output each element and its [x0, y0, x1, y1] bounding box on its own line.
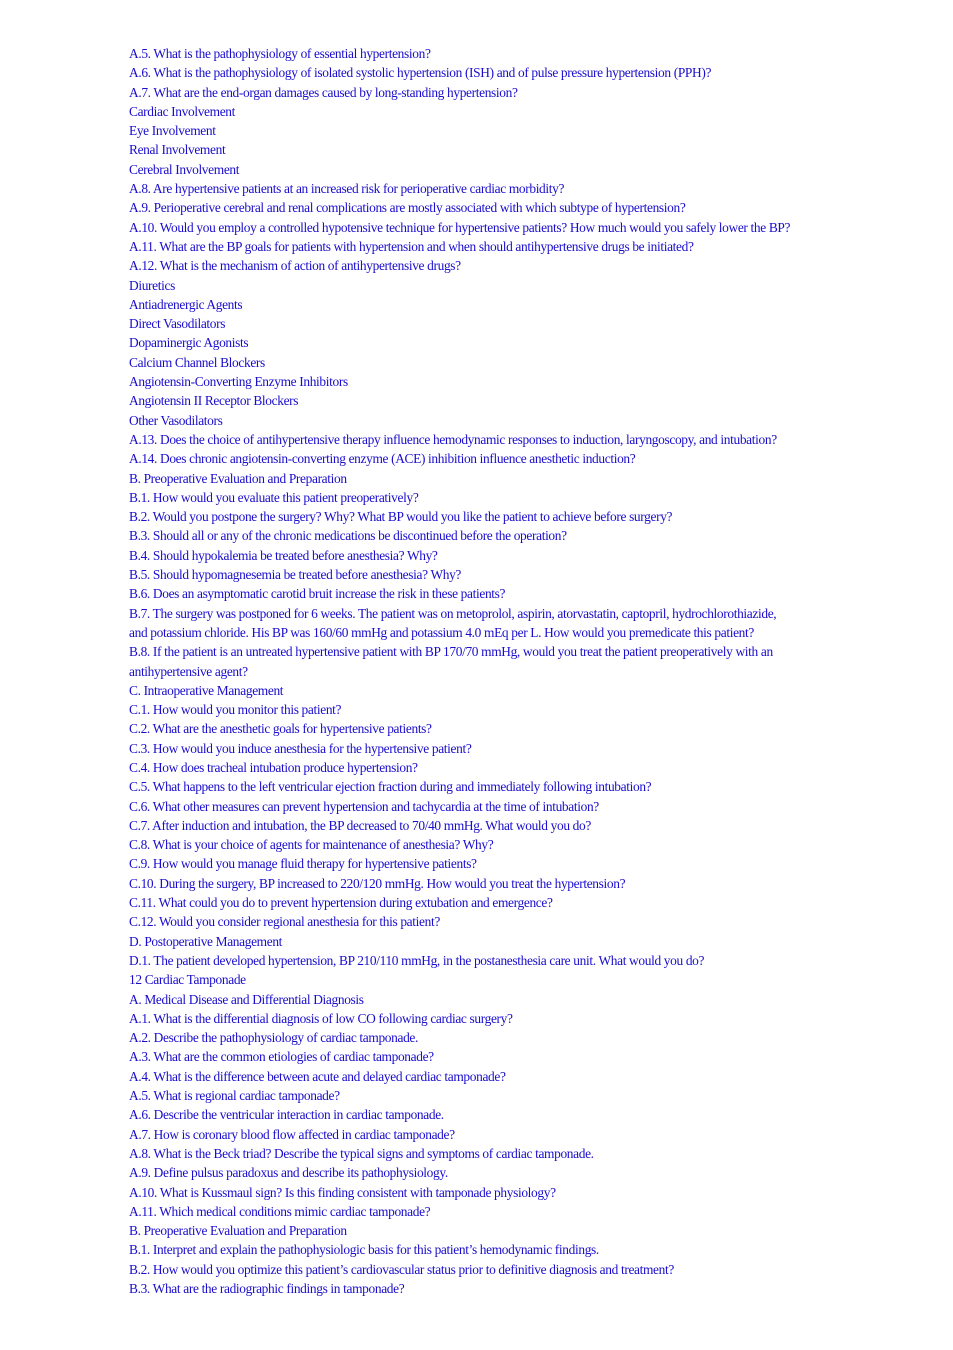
- toc-entry[interactable]: antihypertensive agent?: [129, 663, 248, 679]
- table-of-contents: [129, 44, 929, 1298]
- toc-entry[interactable]: A.12. What is the mechanism of action of antihypertensive drugs?: [129, 258, 461, 274]
- toc-entry[interactable]: A.10. Would you employ a controlled hypotensive technique for hypertensive patients? How much would you safely lower the BP?: [129, 219, 791, 235]
- toc-entry[interactable]: B.6. Does an asymptomatic carotid bruit increase the risk in these patients?: [129, 586, 506, 602]
- toc-entry[interactable]: C.11. What could you do to prevent hypertension during extubation and emergence?: [129, 895, 553, 911]
- toc-entry[interactable]: A.9. Define pulsus paradoxus and describe its pathophysiology.: [129, 1165, 448, 1181]
- toc-entry[interactable]: C.10. During the surgery, BP increased to 220/120 mmHg. How would you treat the hypertension?: [129, 875, 626, 891]
- toc-entry[interactable]: B. Preoperative Evaluation and Preparation: [129, 1223, 347, 1239]
- toc-entry[interactable]: D. Postoperative Management: [129, 933, 283, 949]
- toc-entry[interactable]: C.7. After induction and intubation, the BP decreased to 70/40 mmHg. What would you do?: [129, 817, 591, 833]
- toc-entry[interactable]: A.4. What is the difference between acute and delayed cardiac tamponade?: [129, 1068, 506, 1084]
- toc-entry[interactable]: B.7. The surgery was postponed for 6 weeks. The patient was on metoprolol, aspirin, atorvastatin, captopril, hydrochlorothiazide,: [129, 605, 777, 621]
- toc-entry[interactable]: D.1. The patient developed hypertension, BP 210/110 mmHg, in the postanesthesia care unit. What would you do?: [129, 952, 705, 968]
- toc-entry[interactable]: Dopaminergic Agonists: [129, 335, 249, 351]
- toc-entry[interactable]: B.4. Should hypokalemia be treated before anesthesia? Why?: [129, 547, 438, 563]
- toc-entry[interactable]: C.3. How would you induce anesthesia for the hypertensive patient?: [129, 740, 472, 756]
- toc-entry[interactable]: C.1. How would you monitor this patient?: [129, 702, 342, 718]
- toc-entry[interactable]: A.9. Perioperative cerebral and renal complications are mostly associated with which subtype of hypertension?: [129, 200, 686, 216]
- toc-entry[interactable]: A.11. Which medical conditions mimic cardiac tamponade?: [129, 1203, 431, 1219]
- toc-entry[interactable]: B. Preoperative Evaluation and Preparation: [129, 470, 347, 486]
- toc-entry[interactable]: Antiadrenergic Agents: [129, 296, 243, 312]
- toc-entry[interactable]: C. Intraoperative Management: [129, 682, 284, 698]
- toc-entry[interactable]: A.5. What is regional cardiac tamponade?: [129, 1088, 340, 1104]
- toc-entry[interactable]: B.5. Should hypomagnesemia be treated before anesthesia? Why?: [129, 567, 462, 583]
- toc-entry[interactable]: Angiotensin II Receptor Blockers: [129, 393, 299, 409]
- toc-entry[interactable]: B.8. If the patient is an untreated hypertensive patient with BP 170/70 mmHg, would you treat the patient preoperatively with an: [129, 644, 773, 660]
- toc-entry[interactable]: Cardiac Involvement: [129, 103, 236, 119]
- toc-entry[interactable]: A.8. Are hypertensive patients at an increased risk for perioperative cardiac morbidity?: [129, 181, 565, 197]
- toc-entry[interactable]: B.1. Interpret and explain the pathophysiologic basis for this patient’s hemodynamic findings.: [129, 1242, 599, 1258]
- toc-entry[interactable]: A.6. Describe the ventricular interaction in cardiac tamponade.: [129, 1107, 444, 1123]
- toc-entry[interactable]: A.14. Does chronic angiotensin-converting enzyme (ACE) inhibition influence anesthetic induction?: [129, 451, 636, 467]
- toc-entry[interactable]: A.13. Does the choice of antihypertensive therapy influence hemodynamic responses to induction, laryngoscopy, and intubation?: [129, 431, 777, 447]
- toc-entry[interactable]: and potassium chloride. His BP was 160/60 mmHg and potassium 4.0 mEq per L. How would you premedicate this patient?: [129, 624, 754, 640]
- toc-entry[interactable]: Calcium Channel Blockers: [129, 354, 265, 370]
- toc-entry[interactable]: B.1. How would you evaluate this patient preoperatively?: [129, 489, 419, 505]
- toc-entry[interactable]: A.6. What is the pathophysiology of isolated systolic hypertension (ISH) and of pulse pressure hypertension (PPH)?: [129, 65, 712, 81]
- toc-entry[interactable]: A.7. What are the end-organ damages caused by long-standing hypertension?: [129, 84, 518, 100]
- toc-entry[interactable]: 12 Cardiac Tamponade: [129, 972, 246, 988]
- toc-entry[interactable]: C.9. How would you manage fluid therapy for hypertensive patients?: [129, 856, 477, 872]
- toc-entry[interactable]: Cerebral Involvement: [129, 161, 240, 177]
- toc-entry[interactable]: Eye Involvement: [129, 123, 216, 139]
- toc-entry[interactable]: Renal Involvement: [129, 142, 226, 158]
- toc-entry[interactable]: B.2. Would you postpone the surgery? Why? What BP would you like the patient to achieve before surgery?: [129, 509, 673, 525]
- toc-entry[interactable]: B.2. How would you optimize this patient’s cardiovascular status prior to definitive diagnosis and treatment?: [129, 1261, 674, 1277]
- toc-entry[interactable]: A.7. How is coronary blood flow affected in cardiac tamponade?: [129, 1126, 455, 1142]
- toc-entry[interactable]: C.2. What are the anesthetic goals for hypertensive patients?: [129, 721, 432, 737]
- toc-entry[interactable]: Diuretics: [129, 277, 175, 293]
- toc-entry[interactable]: B.3. What are the radiographic findings in tamponade?: [129, 1281, 405, 1296]
- toc-entry[interactable]: A.8. What is the Beck triad? Describe the typical signs and symptoms of cardiac tamponade.: [129, 1145, 594, 1161]
- toc-entry[interactable]: B.3. Should all or any of the chronic medications be discontinued before the operation?: [129, 528, 567, 544]
- toc-entry[interactable]: A. Medical Disease and Differential Diagnosis: [129, 991, 364, 1007]
- toc-entry[interactable]: Other Vasodilators: [129, 412, 223, 428]
- toc-entry[interactable]: A.2. Describe the pathophysiology of cardiac tamponade.: [129, 1030, 419, 1046]
- toc-entry[interactable]: C.8. What is your choice of agents for maintenance of anesthesia? Why?: [129, 837, 494, 853]
- toc-entry[interactable]: C.6. What other measures can prevent hypertension and tachycardia at the time of intubation?: [129, 798, 599, 814]
- toc-entry[interactable]: A.1. What is the differential diagnosis of low CO following cardiac surgery?: [129, 1010, 513, 1026]
- toc-entry[interactable]: Angiotensin-Converting Enzyme Inhibitors: [129, 374, 348, 390]
- toc-entry[interactable]: C.5. What happens to the left ventricular ejection fraction during and immediately following intubation?: [129, 779, 652, 795]
- toc-entry[interactable]: A.5. What is the pathophysiology of essential hypertension?: [129, 46, 431, 61]
- toc-entry[interactable]: A.10. What is Kussmaul sign? Is this finding consistent with tamponade physiology?: [129, 1184, 556, 1200]
- toc-entry[interactable]: C.12. Would you consider regional anesthesia for this patient?: [129, 914, 440, 930]
- toc-entry[interactable]: C.4. How does tracheal intubation produce hypertension?: [129, 759, 418, 775]
- toc-entry[interactable]: Direct Vasodilators: [129, 316, 226, 332]
- toc-entry[interactable]: A.3. What are the common etiologies of cardiac tamponade?: [129, 1049, 434, 1065]
- toc-entry[interactable]: A.11. What are the BP goals for patients with hypertension and when should antihypertensive drugs be initiated?: [129, 238, 694, 254]
